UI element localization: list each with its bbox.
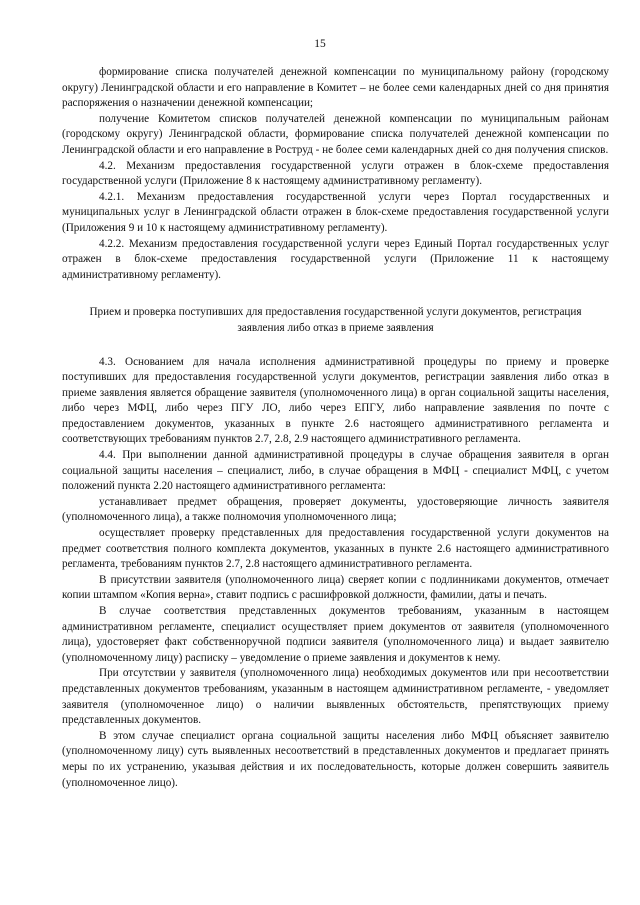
- paragraph-explanation: В этом случае специалист органа социальной защиты населения либо МФЦ объясняет заявителю (уполномоченному лицу) суть выявленных несоответствий в представленных документов и предлагает принять меры по их устранению, указывая действия и их последовательность, которые должен совершить заявитель (уполномоченное лицо).: [62, 729, 609, 789]
- section-heading: Прием и проверка поступивших для предоставления государственной услуги документов, регистрация заявления либо отказ в приеме заявления: [89, 306, 582, 334]
- paragraph-documents-check: осуществляет проверку представленных для предоставления государственной услуги документов на предмет соответствия полного комплекта документов, указанных в пункте 2.6 настоящего административного регламента, требованиям пунктов 2.7, 2.8 настоящего административного регламента.: [62, 527, 609, 571]
- document-body: [62, 65, 609, 791]
- paragraph-identity-check: устанавливает предмет обращения, проверяет документы, удостоверяющие личность заявителя (уполномоченного лица), а также полномочия уполномоченного лица;: [62, 495, 609, 524]
- paragraph-committee-receipt: получение Комитетом списков получателей денежной компенсации по муниципальным районам (городскому округу) Ленинградской области, формирование списка получателей денежной компенсации по Ленинградской области и его направление в Роструд - не более семи календарных дней со дня получения списков.: [62, 112, 609, 156]
- paragraph-4-2-2: 4.2.2. Механизм предоставления государственной услуги через Единый Портал государственных услуг отражен в блок-схеме предоставления государственной услуги (Приложение 11 к настоящему административному регламенту).: [62, 237, 609, 281]
- paragraph-missing-documents: При отсутствии у заявителя (уполномоченного лица) необходимых документов или при несоответствии представленных документов требованиям, указанным в настоящем административном регламенте, - уведомляет заявителя (уполномоченное лицо) о наличии выявленных обстоятельств, препятствующих приему представленных документов.: [62, 667, 609, 727]
- paragraph-4-2-1: 4.2.1. Механизм предоставления государственной услуги через Портал государственных и муниципальных услуг в Ленинградской области отражен в блок-схеме предоставления государственной услуги (Приложения 9 и 10 к настоящему административному регламенту).: [62, 190, 609, 234]
- paragraph-copies-verification: В присутствии заявителя (уполномоченного лица) сверяет копии с подлинниками документов, отмечает копии штампом «Копия верна», ставит подпись с расшифровкой должности, фамилии, даты и печать.: [62, 573, 609, 602]
- paragraph-4-4: 4.4. При выполнении данной административной процедуры в случае обращения заявителя в орган социальной защиты населения – специалист, либо, в случае обращения в МФЦ - специалист МФЦ, с учетом положений пункта 2.20 настоящего административного регламента:: [62, 449, 609, 493]
- paragraph-acceptance: В случае соответствия представленных документов требованиям, указанным в настоящем административном регламенте, специалист осуществляет прием документов от заявителя (уполномоченного лица), удостоверяет факт собственноручной подписи заявителя (уполномоченного лица) и выдает заявителю (уполномоченному лицу) расписку – уведомление о приеме заявления и документов к нему.: [62, 605, 609, 664]
- page-number: 15: [314, 38, 326, 50]
- paragraph-4-2: 4.2. Механизм предоставления государственной услуги отражен в блок-схеме предоставления государственной услуги (Приложение 8 к настоящему административному регламенту).: [62, 159, 609, 188]
- paragraph-4-3: 4.3. Основанием для начала исполнения административной процедуры по приему и проверке поступивших для предоставления государственной услуги документов, регистрации заявления либо отказ в приеме заявления является обращение заявителя (уполномоченного лица) в орган социальной защиты населения, либо через МФЦ, либо через ПГУ ЛО, либо через ЕПГУ, либо направление заявления по почте с предоставлением документов, указанных в пункте 2.6 настоящего административного регламента и соответствующих требованиям пунктов 2.7, 2.8, 2.9 настоящего административного регламента.: [62, 355, 609, 446]
- paragraph-list-forming: формирование списка получателей денежной компенсации по муниципальному району (городскому округу) Ленинградской области и его направление в Комитет – не более семи календарных дней со дня принятия распоряжения о назначении денежной компенсации;: [62, 66, 609, 110]
